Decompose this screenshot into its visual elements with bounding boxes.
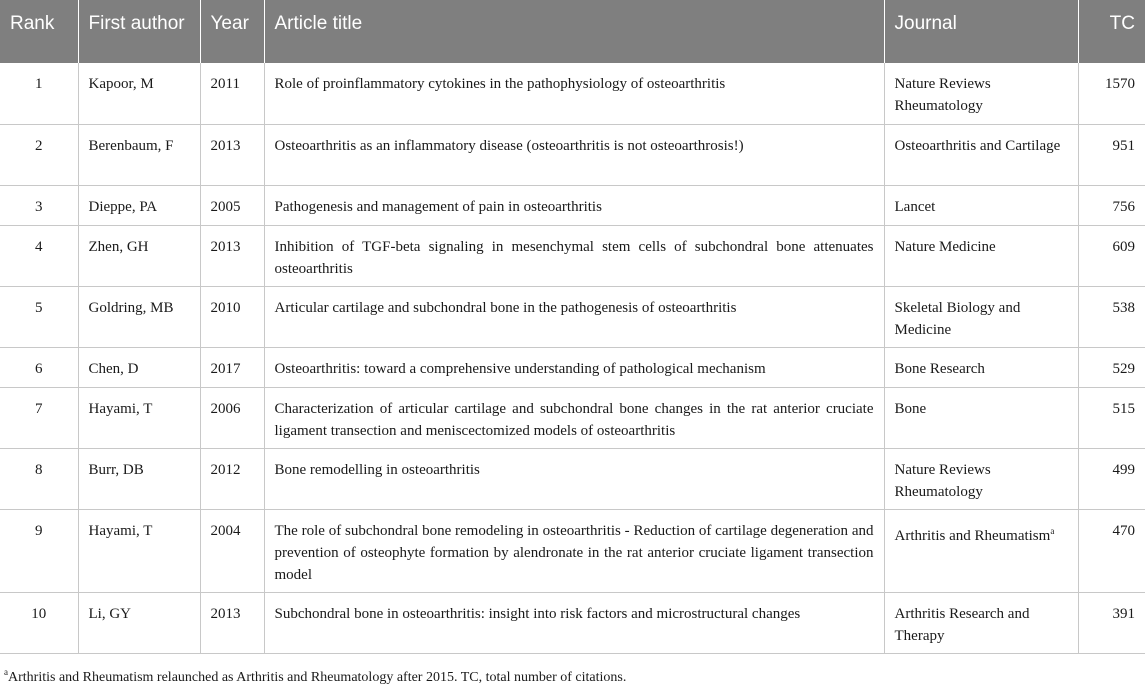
footnote-mark: a (1050, 525, 1055, 536)
title-cell: Inhibition of TGF-beta signaling in mesenchymal stem cells of subchondral bone attenuates osteoarthritis (264, 225, 884, 286)
year-cell: 2012 (200, 448, 264, 509)
journal-cell: Bone (884, 387, 1078, 448)
author-cell: Dieppe, PA (78, 185, 200, 225)
table-row (0, 185, 1145, 225)
rank-cell: 10 (0, 592, 78, 653)
title-cell: Characterization of articular cartilage and subchondral bone changes in the rat anterior cruciate ligament transection and meniscectomized models of osteoarthritis (264, 387, 884, 448)
author-cell: Hayami, T (78, 509, 200, 592)
tc-cell: 391 (1078, 592, 1145, 653)
tc-cell: 529 (1078, 347, 1145, 387)
header-year: Year (200, 0, 264, 63)
author-cell: Chen, D (78, 347, 200, 387)
tc-cell: 499 (1078, 448, 1145, 509)
title-cell: Osteoarthritis: toward a comprehensive understanding of pathological mechanism (264, 347, 884, 387)
author-cell: Goldring, MB (78, 286, 200, 347)
header-tc: TC (1078, 0, 1145, 63)
year-cell: 2006 (200, 387, 264, 448)
journal-cell: Skeletal Biology and Medicine (884, 286, 1078, 347)
title-cell: Subchondral bone in osteoarthritis: insight into risk factors and microstructural changes (264, 592, 884, 653)
tc-cell: 538 (1078, 286, 1145, 347)
year-cell: 2004 (200, 509, 264, 592)
rank-cell: 6 (0, 347, 78, 387)
rank-cell: 1 (0, 63, 78, 124)
journal-cell: Nature Reviews Rheumatology (884, 448, 1078, 509)
journal-cell: Nature Reviews Rheumatology (884, 63, 1078, 124)
rank-cell: 4 (0, 225, 78, 286)
tc-cell: 1570 (1078, 63, 1145, 124)
table-row (0, 286, 1145, 347)
year-cell: 2005 (200, 185, 264, 225)
table-row (0, 347, 1145, 387)
year-cell: 2010 (200, 286, 264, 347)
journal-cell: Arthritis Research and Therapy (884, 592, 1078, 653)
header-journal: Journal (884, 0, 1078, 63)
title-cell: Bone remodelling in osteoarthritis (264, 448, 884, 509)
journal-cell: Lancet (884, 185, 1078, 225)
title-cell: Role of proinflammatory cytokines in the pathophysiology of osteoarthritis (264, 63, 884, 124)
footnote-text: Arthritis and Rheumatism relaunched as Arthritis and Rheumatology after 2015. TC, total number of citations. (8, 670, 627, 685)
journal-name: Arthritis and Rheumatism (894, 527, 1051, 544)
rank-cell: 3 (0, 185, 78, 225)
year-cell: 2017 (200, 347, 264, 387)
year-cell: 2013 (200, 124, 264, 185)
journal-cell (884, 509, 1078, 592)
title-cell: Osteoarthritis as an inflammatory disease (osteoarthritis is not osteoarthrosis!) (264, 124, 884, 185)
tc-cell: 951 (1078, 124, 1145, 185)
rank-cell: 8 (0, 448, 78, 509)
table-row (0, 509, 1145, 592)
rank-cell: 2 (0, 124, 78, 185)
author-cell: Hayami, T (78, 387, 200, 448)
author-cell: Burr, DB (78, 448, 200, 509)
table-row (0, 124, 1145, 185)
table-row (0, 592, 1145, 653)
table-header-row (0, 0, 1145, 63)
header-first-author: First author (78, 0, 200, 63)
table-row (0, 387, 1145, 448)
year-cell: 2013 (200, 592, 264, 653)
rank-cell: 7 (0, 387, 78, 448)
year-cell: 2011 (200, 63, 264, 124)
journal-cell: Nature Medicine (884, 225, 1078, 286)
table-footnote (4, 667, 626, 686)
year-cell: 2013 (200, 225, 264, 286)
footnote-mark: a (4, 667, 8, 677)
tc-cell: 756 (1078, 185, 1145, 225)
table-row (0, 448, 1145, 509)
table-row (0, 63, 1145, 124)
title-cell: The role of subchondral bone remodeling in osteoarthritis - Reduction of cartilage degeneration and prevention of osteophyte formation by alendronate in the rat anterior cruciate ligament transection model (264, 509, 884, 592)
rank-cell: 5 (0, 286, 78, 347)
journal-cell: Bone Research (884, 347, 1078, 387)
table-row (0, 225, 1145, 286)
header-rank: Rank (0, 0, 78, 63)
tc-cell: 515 (1078, 387, 1145, 448)
author-cell: Berenbaum, F (78, 124, 200, 185)
title-cell: Pathogenesis and management of pain in osteoarthritis (264, 185, 884, 225)
author-cell: Li, GY (78, 592, 200, 653)
title-cell: Articular cartilage and subchondral bone in the pathogenesis of osteoarthritis (264, 286, 884, 347)
tc-cell: 609 (1078, 225, 1145, 286)
author-cell: Zhen, GH (78, 225, 200, 286)
tc-cell: 470 (1078, 509, 1145, 592)
author-cell: Kapoor, M (78, 63, 200, 124)
rank-cell: 9 (0, 509, 78, 592)
header-article-title: Article title (264, 0, 884, 63)
journal-cell: Osteoarthritis and Cartilage (884, 124, 1078, 185)
